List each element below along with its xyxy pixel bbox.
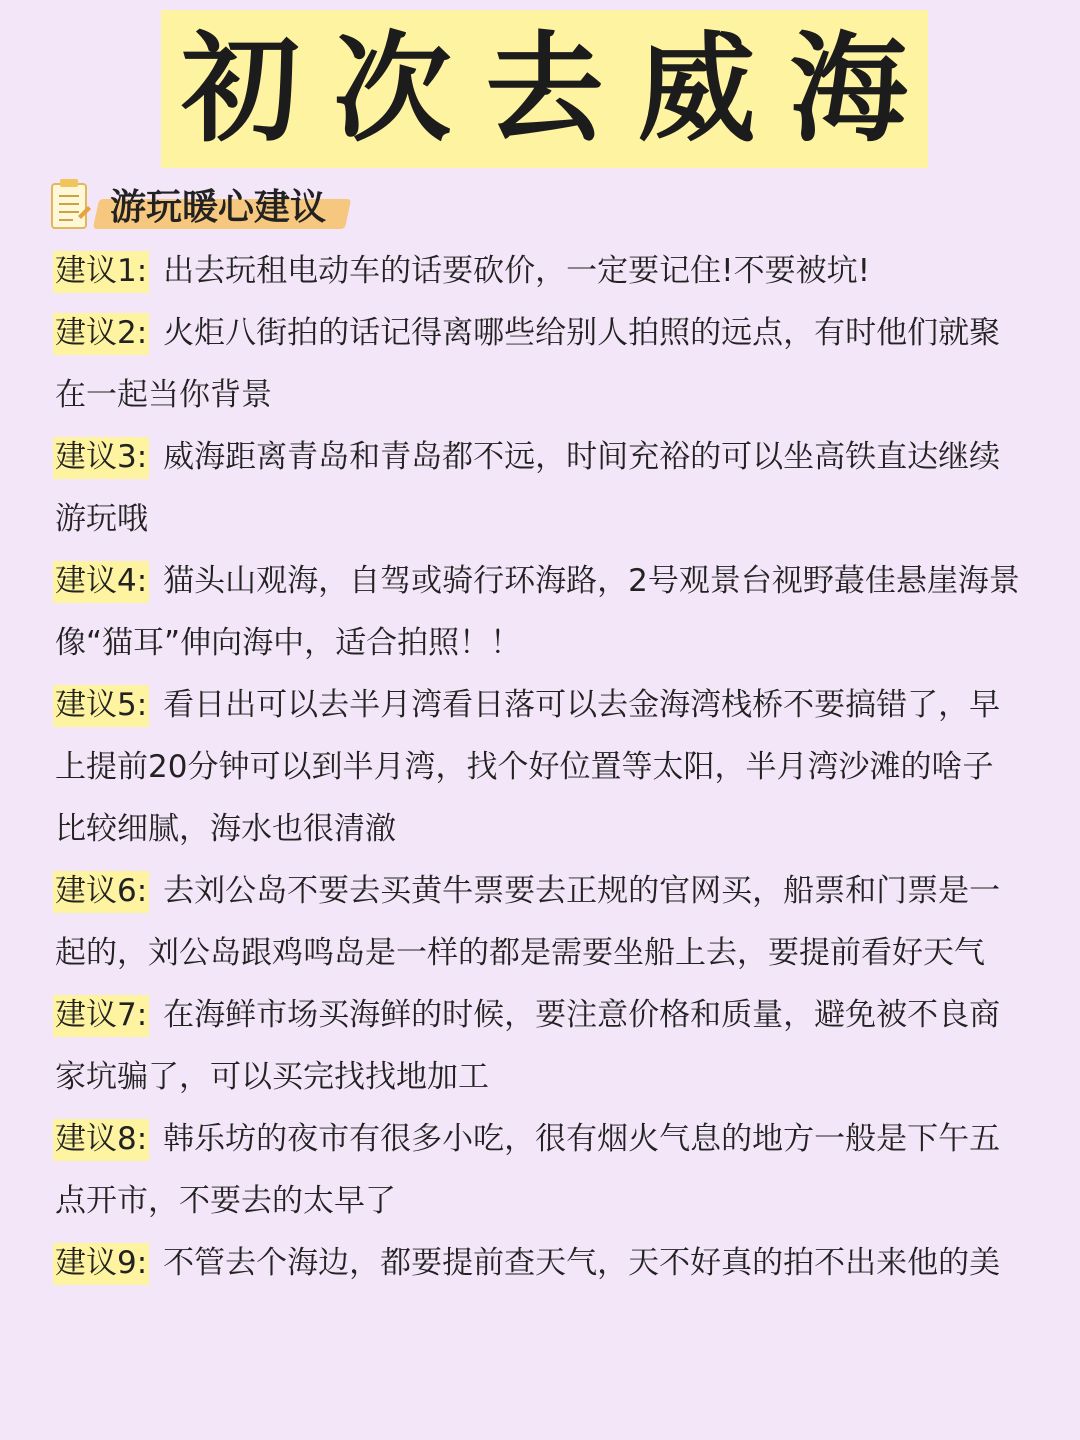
notepad-icon — [48, 176, 92, 232]
tip-item — [55, 426, 1023, 550]
tip-item — [55, 302, 1023, 426]
tip-text: 威海距离青岛和青岛都不远，时间充裕的可以坐高铁直达继续游玩哦 — [55, 439, 1001, 537]
tip-label: 建议6: — [53, 871, 149, 913]
tip-text: 看日出可以去半月湾看日落可以去金海湾栈桥不要搞错了，早上提前20分钟可以到半月湾，找个好位置等太阳，半月湾沙滩的啥子比较细腻，海水也很清澈 — [55, 687, 1001, 847]
tip-item — [55, 550, 1023, 674]
tip-label: 建议3: — [53, 437, 149, 479]
tip-item — [55, 1108, 1023, 1232]
tip-item — [55, 240, 1023, 302]
tip-label: 建议9: — [53, 1243, 149, 1285]
tip-item — [55, 984, 1023, 1108]
tip-text: 不管去个海边，都要提前查天气，天不好真的拍不出来他的美 — [163, 1245, 1001, 1281]
subtitle — [102, 179, 334, 230]
page-title: 初次去威海 — [181, 20, 942, 158]
tip-label: 建议4: — [53, 561, 149, 603]
tip-label: 建议7: — [53, 995, 149, 1037]
tip-label: 建议1: — [53, 251, 149, 293]
tip-label: 建议2: — [53, 313, 149, 355]
tip-item — [55, 860, 1023, 984]
tip-text: 在海鲜市场买海鲜的时候，要注意价格和质量，避免被不良商家坑骗了，可以买完找找地加工 — [55, 997, 1001, 1095]
subtitle-row — [48, 172, 334, 236]
tip-label: 建议5: — [53, 685, 149, 727]
subtitle-text: 游玩暖心建议 — [110, 186, 327, 228]
tip-label: 建议8: — [53, 1119, 149, 1161]
tip-text: 火炬八街拍的话记得离哪些给别人拍照的远点，有时他们就聚在一起当你背景 — [55, 315, 1001, 413]
tip-text: 出去玩租电动车的话要砍价，一定要记住!不要被坑! — [163, 253, 871, 289]
tip-text: 猫头山观海，自驾或骑行环海路，2号观景台视野蕞佳悬崖海景像“猫耳”伸向海中，适合拍照！！ — [55, 563, 1020, 661]
tips-list — [55, 240, 1023, 1294]
tip-text: 韩乐坊的夜市有很多小吃，很有烟火气息的地方一般是下午五点开市，不要去的太早了 — [55, 1121, 1001, 1219]
tip-text: 去刘公岛不要去买黄牛票要去正规的官网买，船票和门票是一起的，刘公岛跟鸡鸣岛是一样的都是需要坐船上去，要提前看好天气 — [55, 873, 1001, 971]
tip-item — [55, 1232, 1023, 1294]
title-banner — [161, 10, 942, 168]
tip-item — [55, 674, 1023, 860]
